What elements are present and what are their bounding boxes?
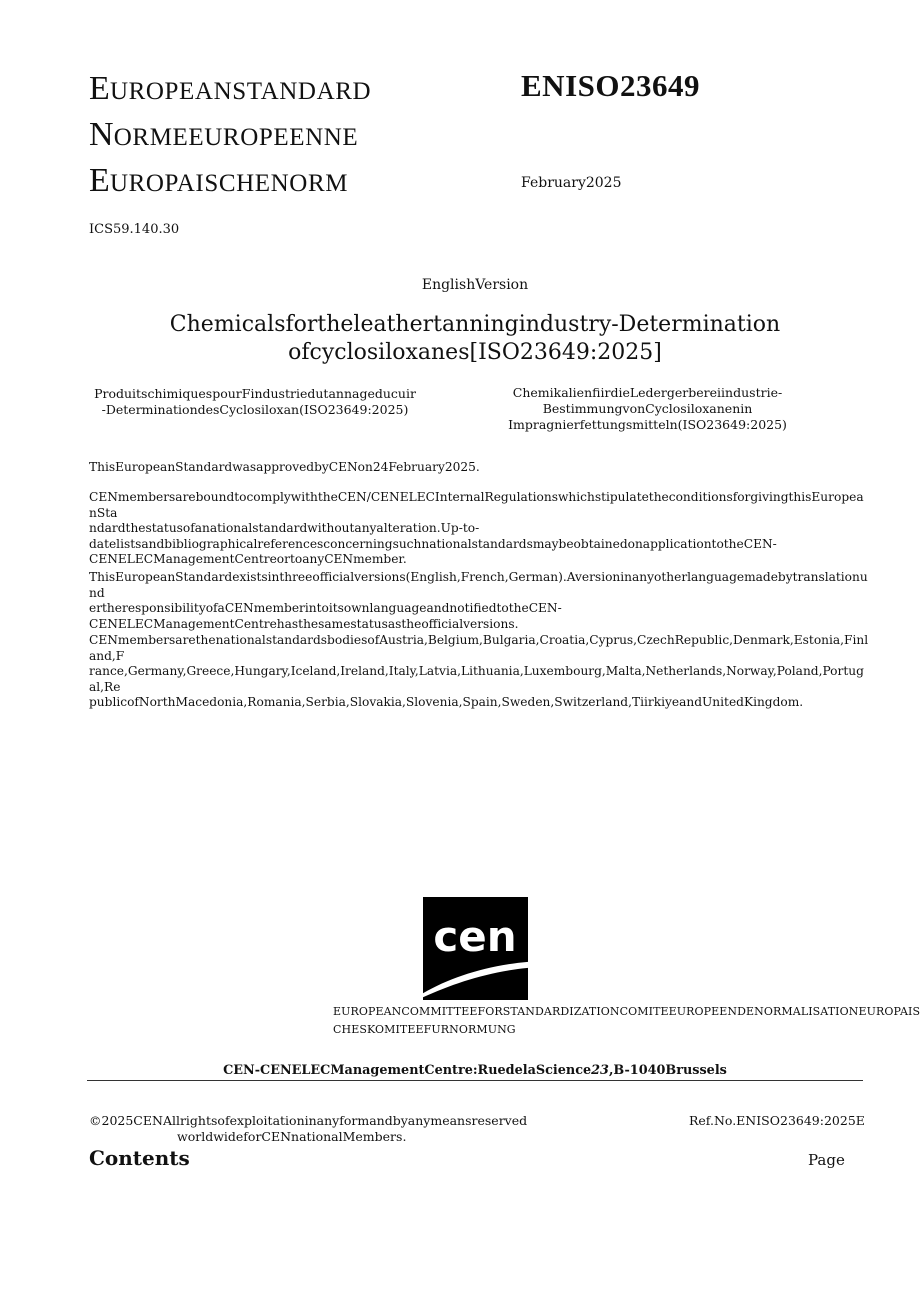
copyright-notice	[89, 1113, 527, 1145]
paragraph-line: publicofNorthMacedonia,Romania,Serbia,Slovakia,Slovenia,Spain,Sweden,Switzerland,TiirkiyeandUnitedKingdom.	[89, 695, 804, 709]
french-title	[90, 386, 420, 418]
german-title-line: BestimmungvonCyclosiloxanenin	[542, 401, 753, 416]
french-title-line: ProduitschimiquespourFindustriedutannageducuir	[94, 386, 416, 401]
paragraph-line: ndardthestatusofanationalstandardwithoutanyalteration.Up-to-	[89, 521, 480, 535]
heading-initial: E	[89, 70, 110, 107]
title-line: ofcyclosiloxanes[ISO23649:2025]	[288, 340, 662, 365]
committee-line: EUROPEANCOMMITTEEFORSTANDARDIZATIONCOMITEEUROPEENDENORMALISATIONEUROPAIS	[333, 1005, 920, 1018]
heading-european-standard	[89, 72, 371, 106]
address-prefix: CEN-CENELECManagementCentre:RuedelaScience	[223, 1063, 592, 1078]
members-paragraph	[89, 633, 869, 711]
paragraph-line: CENmembersarethenationalstandardsbodiesofAustria,Belgium,Bulgaria,Croatia,Cyprus,CzechRepublic,Denmark,Estonia,Finland,F	[89, 633, 869, 663]
german-title	[500, 385, 795, 433]
copyright-line: worldwideforCENnationalMembers.	[177, 1129, 407, 1144]
paragraph-line: CENELECManagementCentreortoanyCENmember.	[89, 552, 407, 566]
copyright-line: ©2025CENAllrightsofexploitationinanyformandbyanymeansreserved	[89, 1113, 528, 1128]
bound-paragraph	[89, 490, 869, 568]
cen-logo-graphic	[423, 897, 528, 1000]
publication-date: February2025	[521, 175, 622, 191]
cen-logo	[423, 897, 528, 1000]
title-line: Chemicalsfortheleathertanningindustry-Determination	[169, 312, 781, 337]
committee-line: CHESKOMITEEFURNORMUNG	[333, 1023, 516, 1036]
language-version: EnglishVersion	[421, 277, 529, 293]
address-suffix: ,B-1040Brussels	[608, 1063, 727, 1078]
paragraph-line: CENELECManagementCentrehasthesamestatusastheofficialversions.	[89, 616, 519, 631]
page-label: Page	[808, 1151, 845, 1169]
paragraph-line: ThisEuropeanStandardexistsinthreeofficialversions(English,French,German).Aversioninanyotherlanguagemadebytranslationund	[89, 570, 868, 600]
document-title	[60, 311, 890, 367]
paragraph-line: rance,Germany,Greece,Hungary,Iceland,Ireland,Italy,Latvia,Lithuania,Luxembourg,Malta,Netherlands,Norway,Poland,Portugal,Re	[89, 664, 864, 694]
heading-initial: E	[89, 162, 110, 199]
cen-logo-text: cen	[433, 912, 517, 961]
heading-rest: UROPAISCHENORM	[109, 170, 349, 197]
standard-number: ENISO23649	[521, 68, 700, 103]
french-title-line: -DeterminationdesCyclosiloxan(ISO23649:2025)	[101, 402, 409, 417]
management-centre-address	[0, 1063, 920, 1078]
versions-paragraph	[89, 570, 869, 632]
german-title-line: Impragnierfettungsmitteln(ISO23649:2025)	[508, 417, 787, 432]
heading-norme-europeenne	[89, 118, 358, 152]
reference-number: Ref.No.ENISO23649:2025E	[689, 1113, 865, 1128]
paragraph-line: datelistsandbibliographicalreferencesconcerningsuchnationalstandardsmaybeobtainedonapplicationtotheCEN-	[89, 536, 777, 551]
approval-paragraph: ThisEuropeanStandardwasapprovedbyCENon24February2025.	[89, 460, 480, 474]
contents-heading: Contents	[89, 1146, 190, 1170]
committee-name	[333, 1003, 920, 1039]
heading-rest: UROPEANSTANDARD	[109, 78, 372, 105]
heading-rest: ORMEEUROPEENNE	[113, 124, 359, 151]
footer-divider	[87, 1080, 863, 1081]
paragraph-line: ertheresponsibilityofaCENmemberintoitsownlanguageandnotifiedtotheCEN-	[89, 601, 562, 615]
german-title-line: ChemikalienfiirdieLedergerbereiindustrie-	[512, 385, 783, 400]
heading-europaische-norm	[89, 164, 348, 198]
heading-initial: N	[89, 116, 114, 153]
address-number: 23	[591, 1063, 609, 1078]
paragraph-line: CENmembersareboundtocomplywiththeCEN/CENELECInternalRegulationswhichstipulatetheconditionsforgivingthisEuropeanSta	[89, 490, 864, 520]
ics-code: ICS59.140.30	[89, 222, 180, 237]
